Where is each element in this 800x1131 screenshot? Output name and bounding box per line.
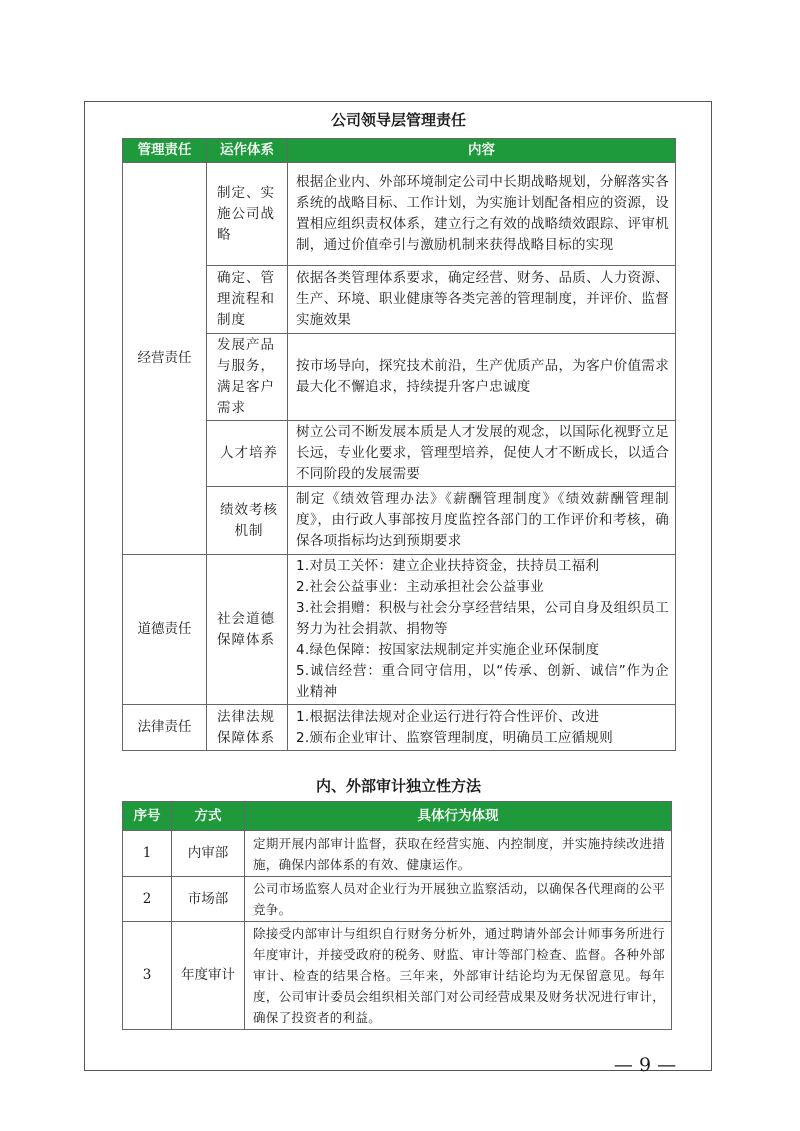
method-cell: 年度审计 — [172, 922, 245, 1030]
table1-title: 公司领导层管理责任 — [330, 111, 466, 129]
table-row — [123, 163, 676, 266]
table-row — [123, 555, 676, 705]
system-cell: 人才培养 — [207, 421, 288, 487]
content-cell: 树立公司不断发展本质是人才发展的观念，以国际化视野立足长远，专业化要求，管理型培养，促使人才不断成长，以适合不同阶段的发展需要 — [288, 421, 676, 487]
system-cell: 社会道德保障体系 — [207, 555, 288, 705]
table-row — [123, 922, 672, 1030]
list-item: 1.根据法律法规对企业运行进行符合性评价、改进 — [296, 708, 600, 725]
list-item: 4.绿色保障：按国家法规制定并实施企业环保制度 — [296, 642, 600, 658]
page-number: — 9 — — [613, 1054, 677, 1076]
table-row — [123, 877, 672, 922]
header-responsibility: 管理责任 — [123, 139, 207, 163]
table-row — [123, 705, 676, 751]
table-row — [123, 831, 672, 877]
list-item: 3.社会捐赠：积极与社会分享经营结果，公司自身及组织员工努力为社会捐款、捐物等 — [296, 600, 669, 637]
method-cell: 内审部 — [172, 831, 245, 877]
system-cell: 确定、管理流程和制度 — [207, 266, 288, 334]
leadership-responsibility-table — [122, 138, 676, 751]
detail-cell: 公司市场监察人员对企业行为开展独立监察活动，以确保各代理商的公平竞争。 — [245, 877, 672, 922]
system-cell: 绩效考核机制 — [207, 487, 288, 555]
header-content: 内容 — [288, 139, 676, 163]
system-cell: 法律法规保障体系 — [207, 705, 288, 751]
header-system: 运作体系 — [207, 139, 288, 163]
table2-title: 内、外部审计独立性方法 — [315, 777, 481, 795]
content-cell: 根据企业内、外部环境制定公司中长期战略规划，分解落实各系统的战略目标、工作计划，为实施计划配备相应的资源，设置相应组织责权体系，建立行之有效的战略绩效跟踪、评审机制，通过价值牵引与激励机制来获得战略目标的实现 — [288, 163, 676, 266]
responsibility-cell: 道德责任 — [123, 555, 207, 705]
system-cell: 发展产品与服务，满足客户需求 — [207, 334, 288, 421]
content-cell — [288, 705, 676, 751]
list-item: 5.诚信经营：重合同守信用，以“传承、创新、诚信”作为企业精神 — [296, 663, 669, 700]
list-item: 2.颁布企业审计、监察管理制度，明确员工应循规则 — [296, 729, 614, 746]
list-item: 2.社会公益事业：主动承担社会公益事业 — [296, 579, 545, 595]
header-method: 方式 — [172, 802, 245, 831]
responsibility-cell: 经营责任 — [123, 163, 207, 555]
detail-cell: 除接受内部审计与组织自行财务分析外，通过聘请外部会计师事务所进行年度审计，并接受政府的税务、财监、审计等部门检查、监督。各种外部审计、检查的结果合格。三年来，外部审计结论均为无保留意见。每年度，公司审计委员会组织相关部门对公司经营成果及财务状况进行审计，确保了投资者的利益。 — [245, 922, 672, 1030]
list-item: 1.对员工关怀：建立企业扶持资金，扶持员工福利 — [296, 558, 600, 574]
detail-cell: 定期开展内部审计监督，获取在经营实施、内控制度，并实施持续改进措施，确保内部体系的有效、健康运作。 — [245, 831, 672, 877]
responsibility-cell: 法律责任 — [123, 705, 207, 751]
system-cell: 制定、实施公司战略 — [207, 163, 288, 266]
header-no: 序号 — [123, 802, 172, 831]
header-detail: 具体行为体现 — [245, 802, 672, 831]
content-cell — [288, 555, 676, 705]
content-cell: 制定《绩效管理办法》《薪酬管理制度》《绩效薪酬管理制度》，由行政人事部按月度监控各部门的工作评价和考核，确保各项指标均达到预期要求 — [288, 487, 676, 555]
audit-independence-table — [122, 801, 672, 1030]
row-number: 1 — [123, 831, 172, 877]
method-cell: 市场部 — [172, 877, 245, 922]
row-number: 3 — [123, 922, 172, 1030]
row-number: 2 — [123, 877, 172, 922]
content-cell: 按市场导向，探究技术前沿，生产优质产品，为客户价值需求最大化不懈追求，持续提升客户忠诚度 — [288, 334, 676, 421]
content-cell: 依据各类管理体系要求，确定经营、财务、品质、人力资源、生产、环境、职业健康等各类完善的管理制度，并评价、监督实施效果 — [288, 266, 676, 334]
